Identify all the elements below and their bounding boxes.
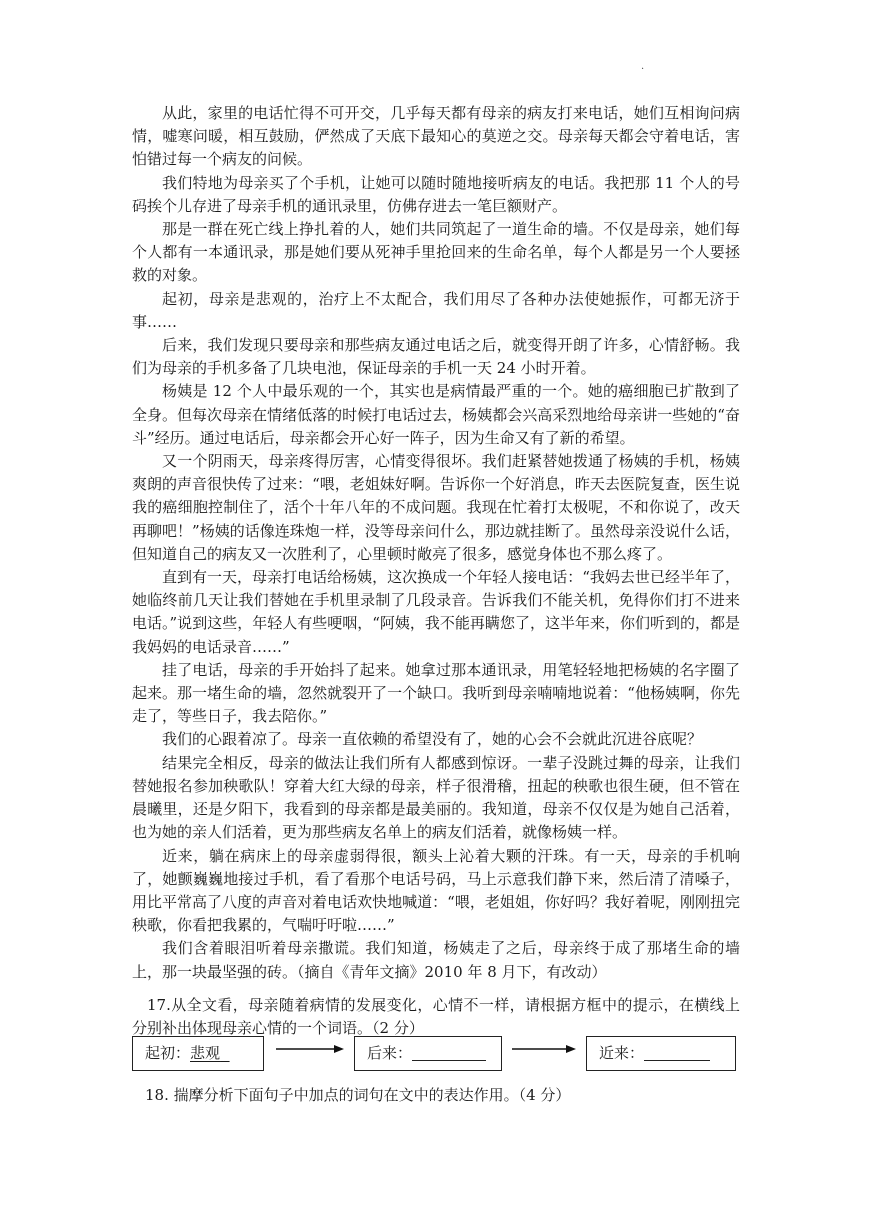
paragraph: 那是一群在死亡线上挣扎着的人，她们共同筑起了一道生命的墙。不仅是母亲，她们每个人都有一本通讯录，那是她们要从死神手里抢回来的生命名单，每个人都是另一个人要拯救的对象。 <box>132 220 740 285</box>
paragraph: 杨姨是 12 个人中最乐观的一个，其实也是病情最严重的一个。她的癌细胞已扩散到了全身。但每次母亲在情绪低落的时候打电话过去，杨姨都会兴高采烈地给母亲讲一些她的“奋斗”经历。通过电话后，母亲都会开心好一阵子，因为生命又有了新的希望。 <box>132 382 740 447</box>
paragraph: 挂了电话，母亲的手开始抖了起来。她拿过那本通讯录，用笔轻轻地把杨姨的名字圈了起来。那一堵生命的墙，忽然就裂开了一个缺口。我听到母亲喃喃地说着：“他杨姨啊，你先走了，等些日子，我去陪你。” <box>132 660 740 726</box>
question-17: 17.从全文看，母亲随着病情的发展变化，心情不一样，请根据方框中的提示，在横线上分别补出体现母亲心情的一个词语。（2 分） <box>132 996 740 1038</box>
mood-answer: 悲观 <box>190 1044 221 1062</box>
paragraph: 近来，躺在病床上的母亲虚弱得很，额头上沁着大颗的汗珠。有一天，母亲的手机响了，她颤巍巍地接过手机，看了看那个电话号码，马上示意我们静下来，然后清了清嗓子，用比平常高了八度的声音对着电话欢快地喊道：“喂，老姐姐，你好吗？我好着呢，刚刚扭完秧歌，你看把我累的，气喘吁吁啦……” <box>132 846 740 935</box>
reading-passage <box>132 102 740 984</box>
answer-blank[interactable] <box>644 1042 710 1061</box>
paragraph: 结果完全相反，母亲的做法让我们所有人都感到惊讶。一辈子没跳过舞的母亲，让我们替她报名参加秧歌队！穿着大红大绿的母亲，样子很滑稽，扭起的秧歌也很生硬，但不管在晨曦里，还是夕阳下，我看到的母亲都是最美丽的。我知道，母亲不仅仅是为她自己活着，也为她的亲人们活着，更为那些病友名单上的病友们活着，就像杨姨一样。 <box>132 753 740 842</box>
paragraph: 从此，家里的电话忙得不可开交，几乎每天都有母亲的病友打来电话，她们互相询问病情，嘘寒问暖，相互鼓励，俨然成了天底下最知心的莫逆之交。母亲每天都会守着电话，害怕错过每一个病友的问候。 <box>132 104 740 169</box>
question-18: 18. 揣摩分析下面句子中加点的词句在文中的表达作用。（4 分） <box>145 1086 571 1104</box>
paragraph: 我们的心跟着凉了。母亲一直依赖的希望没有了，她的心会不会就此沉进谷底呢？ <box>162 730 703 749</box>
paragraph: 直到有一天，母亲打电话给杨姨，这次换成一个年轻人接电话：“我妈去世已经半年了，她临终前几天让我们替她在手机里录制了几段录音。告诉我们不能关机，免得你们打不进来电话。”说到这些，年轻人有些哽咽，“阿姨，我不能再瞒您了，这半年来，你们听到的，都是我妈妈的电话录音……” <box>132 568 740 656</box>
paragraph: 我们特地为母亲买了个手机，让她可以随时随地接听病友的电话。我把那 11 个人的号码挨个儿存进了母亲手机的通讯录里，仿佛存进去一笔巨额财产。 <box>132 173 740 215</box>
mood-box-label: 近来： <box>599 1044 645 1062</box>
mood-box-label: 后来： <box>367 1044 413 1062</box>
paragraph: 我们含着眼泪听着母亲撒谎。我们知道，杨姨走了之后，母亲终于成了那堵生命的墙上，那一块最坚强的砖。（摘自《青年文摘》2010 年 8 月下，有改动） <box>132 939 740 981</box>
page-mark: · <box>641 64 645 75</box>
arrow-right-icon <box>276 1042 344 1056</box>
mood-box-initial <box>132 1036 264 1071</box>
arrow-right-icon <box>512 1042 576 1056</box>
mood-box-recent <box>586 1036 736 1071</box>
paragraph: 起初，母亲是悲观的，治疗上不太配合，我们用尽了各种办法使她振作，可都无济于事…… <box>132 289 740 331</box>
mood-box-later <box>354 1036 502 1071</box>
answer-blank[interactable] <box>412 1042 486 1061</box>
paragraph: 又一个阴雨天，母亲疼得厉害，心情变得很坏。我们赶紧替她拨通了杨姨的手机，杨姨爽朗的声音很快传了过来：“喂，老姐妹好啊。告诉你一个好消息，昨天去医院复查，医生说我的癌细胞控制住了，活个十年八年的不成问题。我现在忙着打太极呢，不和你说了，改天再聊吧！”杨姨的话像连珠炮一样，没等母亲问什么，那边就挂断了。虽然母亲没说什么话，但知道自己的病友又一次胜利了，心里顿时敞亮了很多，感觉身体也不那么疼了。 <box>132 452 740 563</box>
paragraph: 后来，我们发现只要母亲和那些病友通过电话之后，就变得开朗了许多，心情舒畅。我们为母亲的手机多备了几块电池，保证母亲的手机一天 24 小时开着。 <box>132 336 740 378</box>
mood-box-label: 起初： <box>145 1044 191 1062</box>
